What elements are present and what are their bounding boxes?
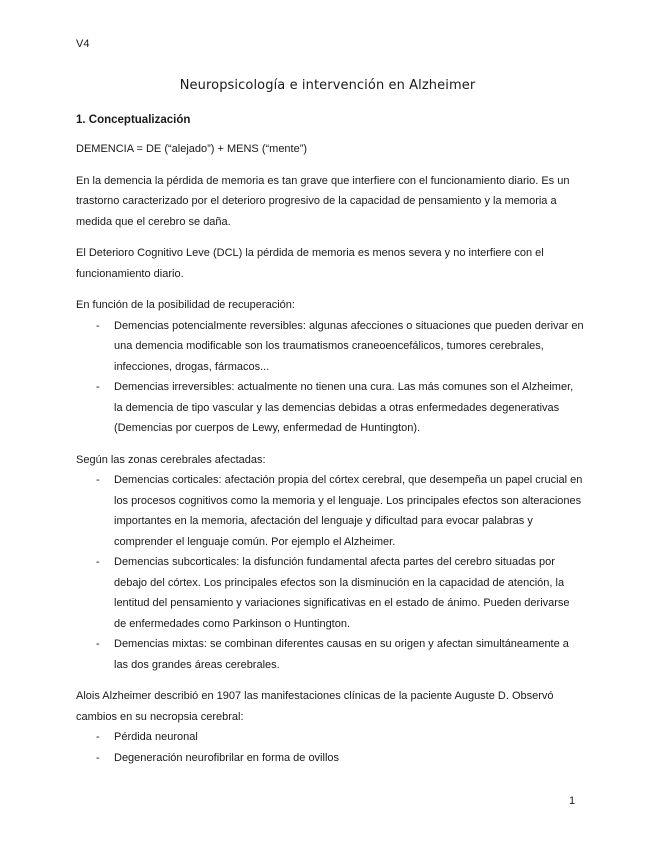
list-item-text: Degeneración neurofibrilar en forma de ovillos <box>114 751 340 764</box>
list-item <box>76 552 584 634</box>
document-body <box>76 114 584 779</box>
bullet-dash: - <box>96 751 100 764</box>
list-item-text: Demencias irreversibles: actualmente no tienen una cura. Las más comunes son el Alzheimer, la demencia de tipo vascular y las demencias debidas a otras enfermedades degenerativas (Demencias por cuerpos de Lewy, enfermedad de Huntington). <box>114 381 574 434</box>
list-item <box>76 634 584 675</box>
bullet-dash: - <box>96 638 100 650</box>
bullet-dash: - <box>96 731 100 743</box>
recovery-list <box>76 316 584 439</box>
document-title: Neuropsicología e intervención en Alzheimer <box>179 78 476 93</box>
list-item-text: Demencias subcorticales: la disfunción fundamental afecta partes del cerebro situadas por debajo del córtex. Los principales efectos son la disminución en la capacidad de atención, la lentitud del pensamiento y variaciones significativas en el estado de ánimo. Pueden derivarse de enfermedades como Parkinson o Huntington. <box>114 556 570 630</box>
list-item <box>76 377 584 439</box>
dcl-paragraph: El Deterioro Cognitivo Leve (DCL) la pérdida de memoria es menos severa y no interfiere con el funcionamiento diario. <box>76 247 544 280</box>
zones-list <box>76 470 584 675</box>
etymology-paragraph: DEMENCIA = DE (“alejado”) + MENS (“mente”) <box>76 143 308 155</box>
alzheimer-history-paragraph: Alois Alzheimer describió en 1907 las manifestaciones clínicas de la paciente Auguste D. Observó cambios en su necropsia cerebral: <box>76 690 554 723</box>
list-item <box>76 316 584 378</box>
list-item-text: Demencias potencialmente reversibles: algunas afecciones o situaciones que pueden derivar en una demencia modificable son los traumatismos craneoencefálicos, tumores cerebrales, infecciones, drogas, fármacos... <box>114 319 584 373</box>
list-item <box>76 748 584 769</box>
bullet-dash: - <box>96 474 100 486</box>
bullet-dash: - <box>96 319 100 332</box>
list-item-text: Demencias mixtas: se combinan diferentes causas en su origen y afectan simultáneamente a las dos grandes áreas cerebrales. <box>114 638 569 671</box>
zones-intro: Según las zonas cerebrales afectadas: <box>76 453 266 466</box>
version-label: V4 <box>76 38 90 50</box>
list-item <box>76 727 584 748</box>
bullet-dash: - <box>96 556 100 568</box>
list-item-text: Pérdida neuronal <box>114 731 198 743</box>
section-heading: 1. Conceptualización <box>76 114 191 126</box>
recovery-intro: En función de la posibilidad de recuperación: <box>76 299 295 311</box>
list-item-text: Demencias corticales: afectación propia del córtex cerebral, que desempeña un papel crucial en los procesos cognitivos como la memoria y el lenguaje. Los principales efectos son alteraciones importantes en la memoria, afectación del lenguaje y dificultad para evocar palabras y comprender el lenguaje común. Por ejemplo el Alzheimer. <box>114 474 583 548</box>
necropsy-list <box>76 727 584 768</box>
page-number: 1 <box>569 795 576 807</box>
list-item <box>76 470 584 552</box>
definition-paragraph: En la demencia la pérdida de memoria es tan grave que interfiere con el funcionamiento diario. Es un trastorno caracterizado por el deterioro progresivo de la capacidad de pensamiento y la memoria a medida que el cerebro se daña. <box>76 174 570 228</box>
bullet-dash: - <box>96 381 100 393</box>
